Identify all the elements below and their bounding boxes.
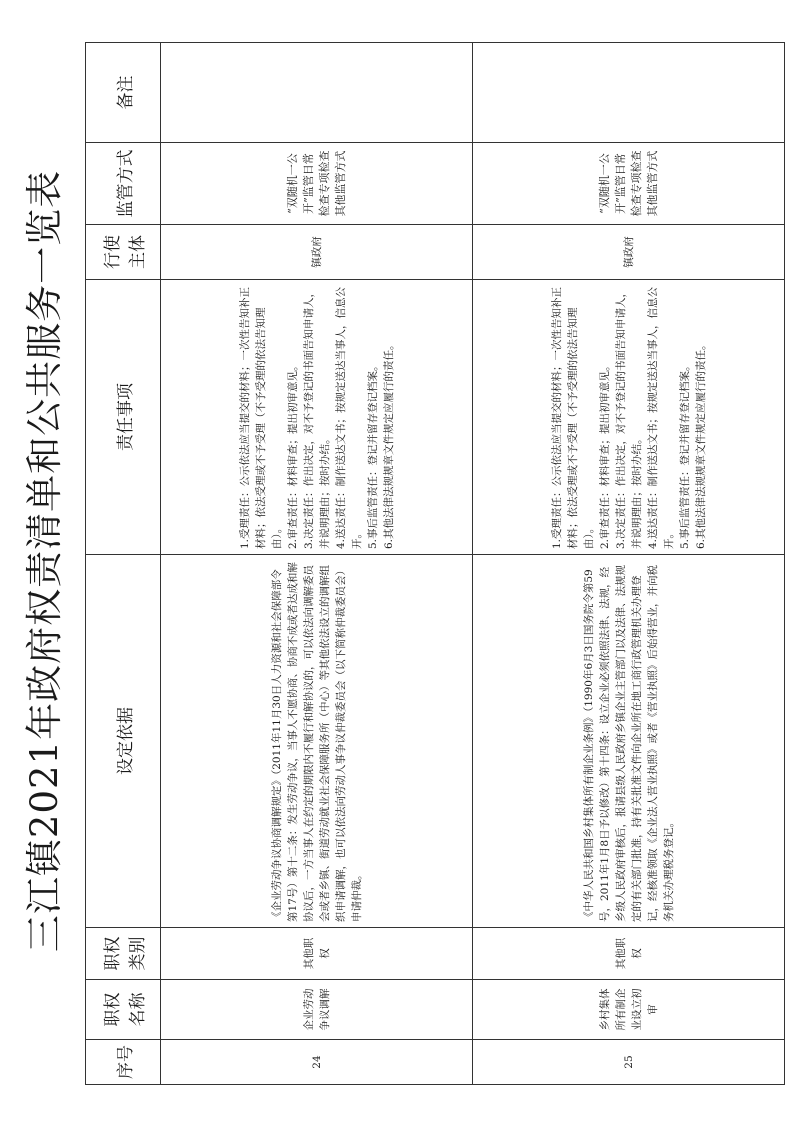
row-name: 乡村集体所有制企业设立初审	[473, 980, 785, 1040]
row-category: 其他职权	[473, 928, 785, 980]
resp-item: 3.决定责任：作出决定，对不予登记的书面告知申请人，并说明理由；按时办结。	[614, 286, 643, 549]
resp-item: 5.事后监管责任：登记并留存登记档案。	[678, 360, 691, 549]
header-basis: 设定依据	[86, 555, 161, 928]
header-responsibility: 责任事项	[86, 280, 161, 555]
header-no: 序号	[86, 1040, 161, 1085]
header-category: 职权类别	[86, 928, 161, 980]
resp-item: 2.审查责任：材料审查；提出初审意见。	[286, 360, 299, 549]
header-name: 职权名称	[86, 980, 161, 1040]
row-no: 25	[473, 1040, 785, 1085]
row-supervision: “双随机一公开”监管日常检查专项检查其他监管方式	[473, 143, 785, 225]
resp-item: 5.事后监管责任：登记并留存登记档案。	[366, 360, 379, 549]
header-supervision: 监管方式	[86, 143, 161, 225]
row-basis: 《中华人民共和国乡村集体所有制企业条例》（1990年6月3日国务院令第59号，2011年1月8日予以修改）第十四条：设立企业必须依照法律、法规，经乡级人民政府审核后，报请县级人民政府乡镇企业主管部门以及法律、法规规定的有关部门批准，持有关批准文件向企业所在地工商行政管理机关办理登记，经核准领取《企业法人营业执照》或者《营业执照》后始得营业，并向税务机关办理税务登记。	[473, 555, 785, 928]
header-subject: 行使主体	[86, 225, 161, 280]
row-remark	[161, 43, 473, 143]
table-row	[473, 43, 785, 1085]
row-category: 其他职权	[161, 928, 473, 980]
row-remark	[473, 43, 785, 143]
row-responsibility	[473, 280, 785, 555]
resp-item: 4.送达责任：制作送达文书；按规定送达当事人，信息公开。	[646, 286, 675, 549]
resp-item: 2.审查责任：材料审查；提出初审意见。	[598, 360, 611, 549]
page-title: 三江镇2021年政府权责清单和公共服务一览表	[23, 169, 66, 953]
resp-item: 6.其他法律法规规章文件规定应履行的责任。	[382, 339, 395, 549]
row-responsibility	[161, 280, 473, 555]
responsibility-table	[85, 42, 785, 1085]
row-no: 24	[161, 1040, 473, 1085]
resp-item: 1.受理责任：公示依法应当提交的材料；一次性告知补正材料；依法受理或不予受理（不予受理的依法告知理由）。	[550, 286, 595, 549]
row-name: 企业劳动争议调解	[161, 980, 473, 1040]
row-basis: 《企业劳动争议协商调解规定》（2011年11月30日人力资源和社会保障部令第17号）第十二条：发生劳动争议，当事人不愿协商、协商不成或者达成和解协议后，一方当事人在约定的期限内不履行和解协议的，可以依法向调解委员会或者乡镇、街道劳动就业社会保障服务所（中心）等其他依法设立的调解组织申请调解，也可以依法向劳动人事争议仲裁委员会（以下简称仲裁委员会）申请仲裁。	[161, 555, 473, 928]
row-supervision: “双随机一公开”监管日常检查专项检查其他监管方式	[161, 143, 473, 225]
resp-item: 1.受理责任：公示依法应当提交的材料；一次性告知补正材料；依法受理或不予受理（不予受理的依法告知理由）。	[238, 286, 283, 549]
resp-item: 3.决定责任：作出决定，对不予登记的书面告知申请人，并说明理由；按时办结。	[302, 286, 331, 549]
row-subject: 镇政府	[473, 225, 785, 280]
resp-item: 6.其他法律法规规章文件规定应履行的责任。	[694, 339, 707, 549]
table-header-row	[86, 43, 161, 1085]
row-subject: 镇政府	[161, 225, 473, 280]
header-remark: 备注	[86, 43, 161, 143]
resp-item: 4.送达责任：制作送达文书；按规定送达当事人，信息公开。	[334, 286, 363, 549]
table-row	[161, 43, 473, 1085]
